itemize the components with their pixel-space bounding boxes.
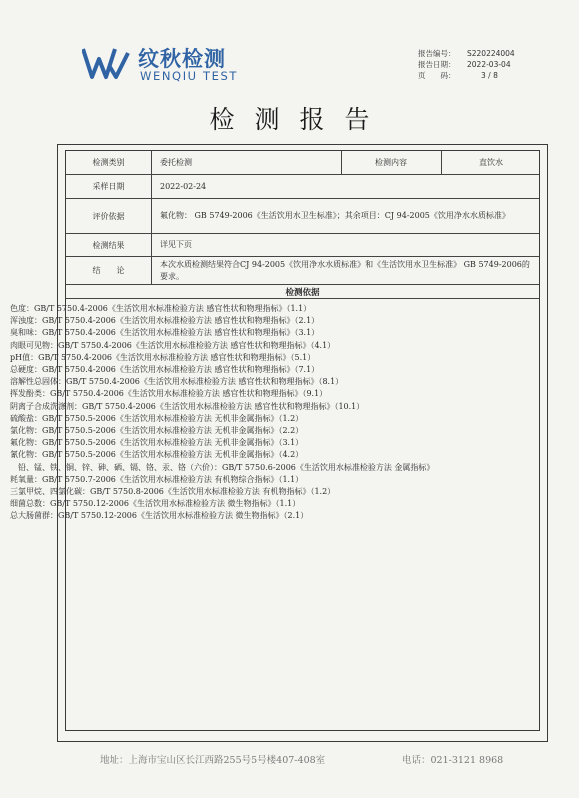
- page-number-row: [418, 70, 515, 81]
- category-value: 委托检测: [160, 158, 192, 167]
- logo-name-en: WENQIU TEST: [140, 69, 238, 83]
- report-meta: [418, 48, 515, 81]
- row-category: [66, 151, 539, 175]
- logo-name-cn: 纹秋检测: [138, 47, 226, 71]
- list-item: 总大肠菌群：GB/T 5750.12-2006《生活饮用水标准检验方法 微生物指标》（2.1）: [10, 511, 309, 521]
- list-item: 铅、锰、铁、铜、锌、砷、硒、镉、铬、汞、铬（六价）：GB/T 5750.6-2006《生活饮用水标准检验方法 金属指标》: [10, 462, 435, 472]
- content-label: 检测内容: [375, 158, 407, 167]
- list-item: 阴离子合成洗涤剂：GB/T 5750.4-2006《生活饮用水标准检验方法 感官性状和物理指标》（10.1）: [10, 401, 365, 411]
- list-item: 细菌总数：GB/T 5750.12-2006《生活饮用水标准检验方法 微生物指标》（1.1）: [10, 499, 301, 509]
- list-item: 浑浊度：GB/T 5750.4-2006《生活饮用水标准检验方法 感官性状和物理指标》（2.1）: [10, 316, 320, 326]
- row-sampling: [66, 175, 539, 199]
- list-item: 耗氧量：GB/T 5750.7-2006《生活饮用水标准检验方法 有机物综合指标》（1.1）: [10, 474, 304, 484]
- list-item: 硫酸盐：GB/T 5750.5-2006《生活饮用水标准检验方法 无机非金属指标》（1.2）: [10, 413, 304, 423]
- result-value: 详见下页: [160, 240, 192, 249]
- category-label: 检测类别: [66, 151, 152, 174]
- report-number: S220224004: [467, 49, 515, 58]
- result-label: 检测结果: [66, 234, 152, 256]
- row-basis: [66, 199, 539, 234]
- basis-section-heading-row: [66, 285, 539, 299]
- footer-phone: 电话：021-3121 8968: [402, 755, 504, 766]
- list-item: 溶解性总固体：GB/T 5750.4-2006《生活饮用水标准检验方法 感官性状和物理指标》（8.1）: [10, 377, 344, 387]
- list-item: 色度：GB/T 5750.4-2006《生活饮用水标准检验方法 感官性状和物理指标》（1.1）: [10, 304, 312, 313]
- list-item: 三氯甲烷、四氯化碳：GB/T 5750.8-2006《生活饮用水标准检验方法 有机物指标》（1.2）: [10, 487, 336, 497]
- list-item: 挥发酚类：GB/T 5750.4-2006《生活饮用水标准检验方法 感官性状和物理指标》（9.1）: [10, 389, 328, 399]
- content-value: 直饮水: [479, 158, 503, 167]
- list-item: 肉眼可见物：GB/T 5750.4-2006《生活饮用水标准检验方法 感官性状和物理指标》（4.1）: [10, 340, 336, 350]
- list-item: pH值：GB/T 5750.4-2006《生活饮用水标准检验方法 感官性状和物理指标》（5.1）: [10, 352, 316, 362]
- row-conclusion: [66, 257, 539, 285]
- report-number-row: [418, 48, 515, 59]
- basis-label: 评价依据: [66, 199, 152, 233]
- basis-section-heading: 检测依据: [285, 288, 320, 298]
- page-number-label: 页 码：: [418, 71, 456, 80]
- footer-address: 地址：上海市宝山区长江西路255号5号楼407-408室: [100, 755, 326, 766]
- report-number-label: 报告编号：: [418, 49, 456, 58]
- sampling-value: 2022-02-24: [160, 181, 207, 191]
- conclusion-value: 本次水质检测结果符合CJ 94-2005《饮用净水水质标准》和《生活饮用水卫生标准》 GB 5749-2006的要求。: [160, 259, 530, 281]
- company-logo: [82, 43, 252, 87]
- conclusion-label: 结 论: [66, 257, 152, 284]
- report-date: 2022-03-04: [467, 60, 511, 69]
- basis-list: [10, 303, 472, 523]
- list-item: 臭和味：GB/T 5750.4-2006《生活饮用水标准检验方法 感官性状和物理指标》（3.1）: [10, 328, 320, 338]
- list-item: 氰化物：GB/T 5750.5-2006《生活饮用水标准检验方法 无机非金属指标》（4.2）: [10, 450, 304, 460]
- row-result: [66, 234, 539, 257]
- document-title: 检测报告: [209, 105, 390, 134]
- wq-logo-mark: [82, 47, 130, 81]
- basis-value: 氟化物： GB 5749-2006《生活饮用水卫生标准》；其余项目：CJ 94-2005《饮用净水水质标准》: [160, 211, 510, 220]
- list-item: 氟化物：GB/T 5750.5-2006《生活饮用水标准检验方法 无机非金属指标》（3.1）: [10, 438, 304, 448]
- page-number: 3 / 8: [481, 71, 498, 80]
- report-date-row: [418, 59, 515, 70]
- report-date-label: 报告日期：: [418, 60, 456, 69]
- list-item: 总硬度：GB/T 5750.4-2006《生活饮用水标准检验方法 感官性状和物理指标》（7.1）: [10, 365, 320, 375]
- sampling-label: 采样日期: [66, 175, 152, 198]
- list-item: 氯化物：GB/T 5750.5-2006《生活饮用水标准检验方法 无机非金属指标》（2.2）: [10, 426, 304, 436]
